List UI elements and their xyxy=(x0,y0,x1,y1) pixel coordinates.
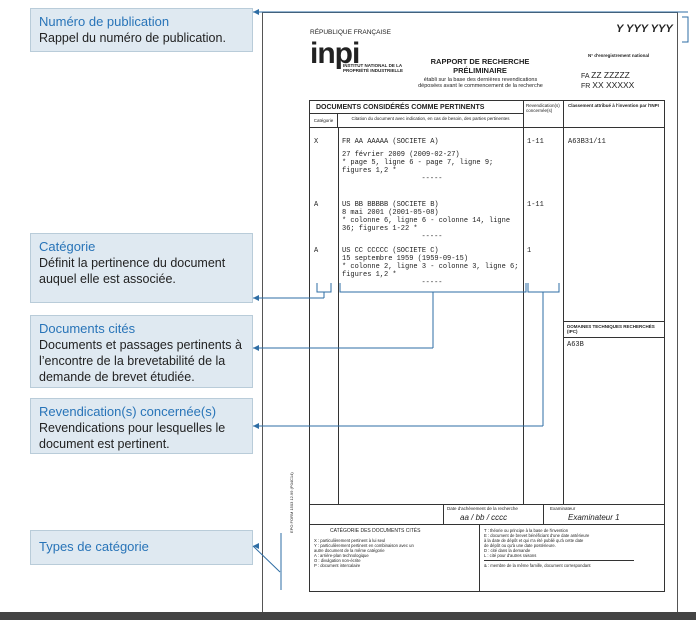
category-type-item: L : cité pour d'autres raisons xyxy=(484,553,537,558)
documents-header: DOCUMENTS CONSIDÉRÉS COMME PERTINENTS xyxy=(310,101,523,114)
citation-line: figures 1,2 * xyxy=(342,167,397,175)
callout-numero-publication xyxy=(30,8,253,52)
citation-line: 8 mai 2001 (2001-05-08) xyxy=(342,209,439,217)
citation-separator: ----- xyxy=(421,279,443,287)
category-type-item: E : document de brevet bénéficiant d'une date antérieure xyxy=(484,533,590,538)
category-type-item: & : membre de la même famille, document correspondant xyxy=(484,563,591,568)
report-subtitle: établi sur la base des dernières revendications déposées avant le commencement de la recherche xyxy=(418,77,543,89)
category-type-item: à la date de dépôt et qui n'a été publié qu'à cette date xyxy=(484,538,584,543)
category-type-item: D : cité dans la demande xyxy=(484,548,531,553)
callout-title: Revendication(s) concernée(s) xyxy=(39,404,217,419)
date-label: Date d'achèvement de la recherche xyxy=(447,506,518,511)
categorie-types-right xyxy=(484,528,662,568)
column-header-categorie: Catégorie xyxy=(310,114,338,128)
category-type-item: X : particulièrement pertinent à lui seul xyxy=(314,538,386,543)
citation-line: * colonne 6, ligne 6 - colonne 14, ligne xyxy=(342,217,511,225)
callout-title: Types de catégorie xyxy=(39,539,149,554)
categorie-types-left xyxy=(310,525,480,592)
fa-label: FA xyxy=(581,73,590,80)
citation-line: * page 5, ligne 6 - page 7, ligne 9; xyxy=(342,159,494,167)
date-value: aa / bb / cccc xyxy=(460,513,508,522)
column-header-revendication: Revendication(s) concernée(s) xyxy=(523,101,563,128)
row-classement: A63B31/11 xyxy=(568,138,606,146)
callout-revendications xyxy=(30,398,253,454)
callout-documents-cites xyxy=(30,315,253,388)
citation-line: 36; figures 1-22 * xyxy=(342,225,418,233)
fr-number xyxy=(581,81,634,91)
category-type-item: T : théorie ou principe à la base de l'invention xyxy=(484,528,569,533)
row-citation xyxy=(342,201,522,241)
category-type-item: de dépôt ou qu'à une date postérieure. xyxy=(484,543,556,548)
row-category: A xyxy=(314,201,319,209)
publication-number: Y YYY YYY xyxy=(616,23,673,35)
documents-table xyxy=(309,100,665,592)
callout-description: Définit la pertinence du document auquel elle est associée. xyxy=(39,256,226,286)
examinateur-label: Examinateur xyxy=(550,506,576,511)
category-type-item: A : arrière-plan technologique xyxy=(314,553,369,558)
side-form-label: EPO FORM 1503 12.99 (P04C14) xyxy=(289,472,294,533)
bottom-bar xyxy=(0,612,696,620)
column-header-classement: Classement attribué à l'invention par l'INPI xyxy=(563,101,664,128)
enregistrement-label: N° d'enregistrement national xyxy=(588,53,650,58)
fr-value: XX XXXXX xyxy=(592,80,635,90)
citation-separator: ----- xyxy=(421,175,443,183)
citation-line: US CC CCCCC (SOCIETE C) xyxy=(342,247,439,255)
report-title-line2: PRÉLIMINAIRE xyxy=(453,66,507,75)
callout-description: Documents et passages pertinents à l’encontre de la brevetabilité de la demande de brevet étudiée. xyxy=(39,338,242,384)
domaines-techniques-label: DOMAINES TECHNIQUES RECHERCHÉS (IPC) xyxy=(567,324,655,334)
search-report-document xyxy=(262,12,678,615)
fa-value: ZZ ZZZZZ xyxy=(591,70,630,80)
citation-line: US BB BBBBB (SOCIETE B) xyxy=(342,201,439,209)
republique-label: RÉPUBLIQUE FRANÇAISE xyxy=(310,29,391,36)
inpi-logo: inpi xyxy=(310,37,360,70)
citation-line: * colonne 2, ligne 3 - colonne 3, ligne 6; xyxy=(342,263,519,271)
callout-title: Numéro de publication xyxy=(39,14,170,29)
categorie-types-title: CATÉGORIE DES DOCUMENTS CITÉS xyxy=(330,528,421,534)
callout-types-categorie xyxy=(30,530,253,565)
category-type-item: autre document de la même catégorie xyxy=(314,548,385,553)
callout-categorie xyxy=(30,233,253,303)
report-title-line1: RAPPORT DE RECHERCHE xyxy=(430,57,530,66)
category-type-item: O : divulgation non-écrite xyxy=(314,558,361,563)
category-type-item: Y : particulièrement pertinent en combinaison avec un xyxy=(314,543,414,548)
callout-title: Documents cités xyxy=(39,321,136,336)
citation-separator: ----- xyxy=(421,233,443,241)
category-type-item: P : document intercalaire xyxy=(314,563,361,568)
column-header-citation: Citation du document avec indication, en cas de besoin, des parties pertinentes xyxy=(338,114,523,128)
row-category: X xyxy=(314,138,319,146)
citation-line: 27 février 2009 (2009-02-27) xyxy=(342,151,460,159)
citation-line: 15 septembre 1959 (1959-09-15) xyxy=(342,255,469,263)
callout-title: Catégorie xyxy=(39,239,96,254)
row-revendication: 1 xyxy=(527,247,532,255)
callout-description: Rappel du numéro de publication. xyxy=(39,31,226,45)
row-citation xyxy=(342,138,522,183)
row-revendication: 1-11 xyxy=(527,138,544,146)
fr-label: FR xyxy=(581,83,591,90)
citation-line: figures 1,2 * xyxy=(342,271,397,279)
domaines-techniques-value: A63B xyxy=(567,341,584,349)
row-citation xyxy=(342,247,522,287)
row-revendication: 1-11 xyxy=(527,201,544,209)
callout-description: Revendications pour lesquelles le document est pertinent. xyxy=(39,421,226,451)
row-category: A xyxy=(314,247,319,255)
inpi-logo-subtitle: INSTITUT NATIONAL DE LA PROPRIÉTÉ INDUSTRIELLE xyxy=(343,63,404,73)
examinateur-value: Examinateur 1 xyxy=(568,513,620,522)
citation-line: FR AA AAAAA (SOCIETE A) xyxy=(342,138,439,146)
